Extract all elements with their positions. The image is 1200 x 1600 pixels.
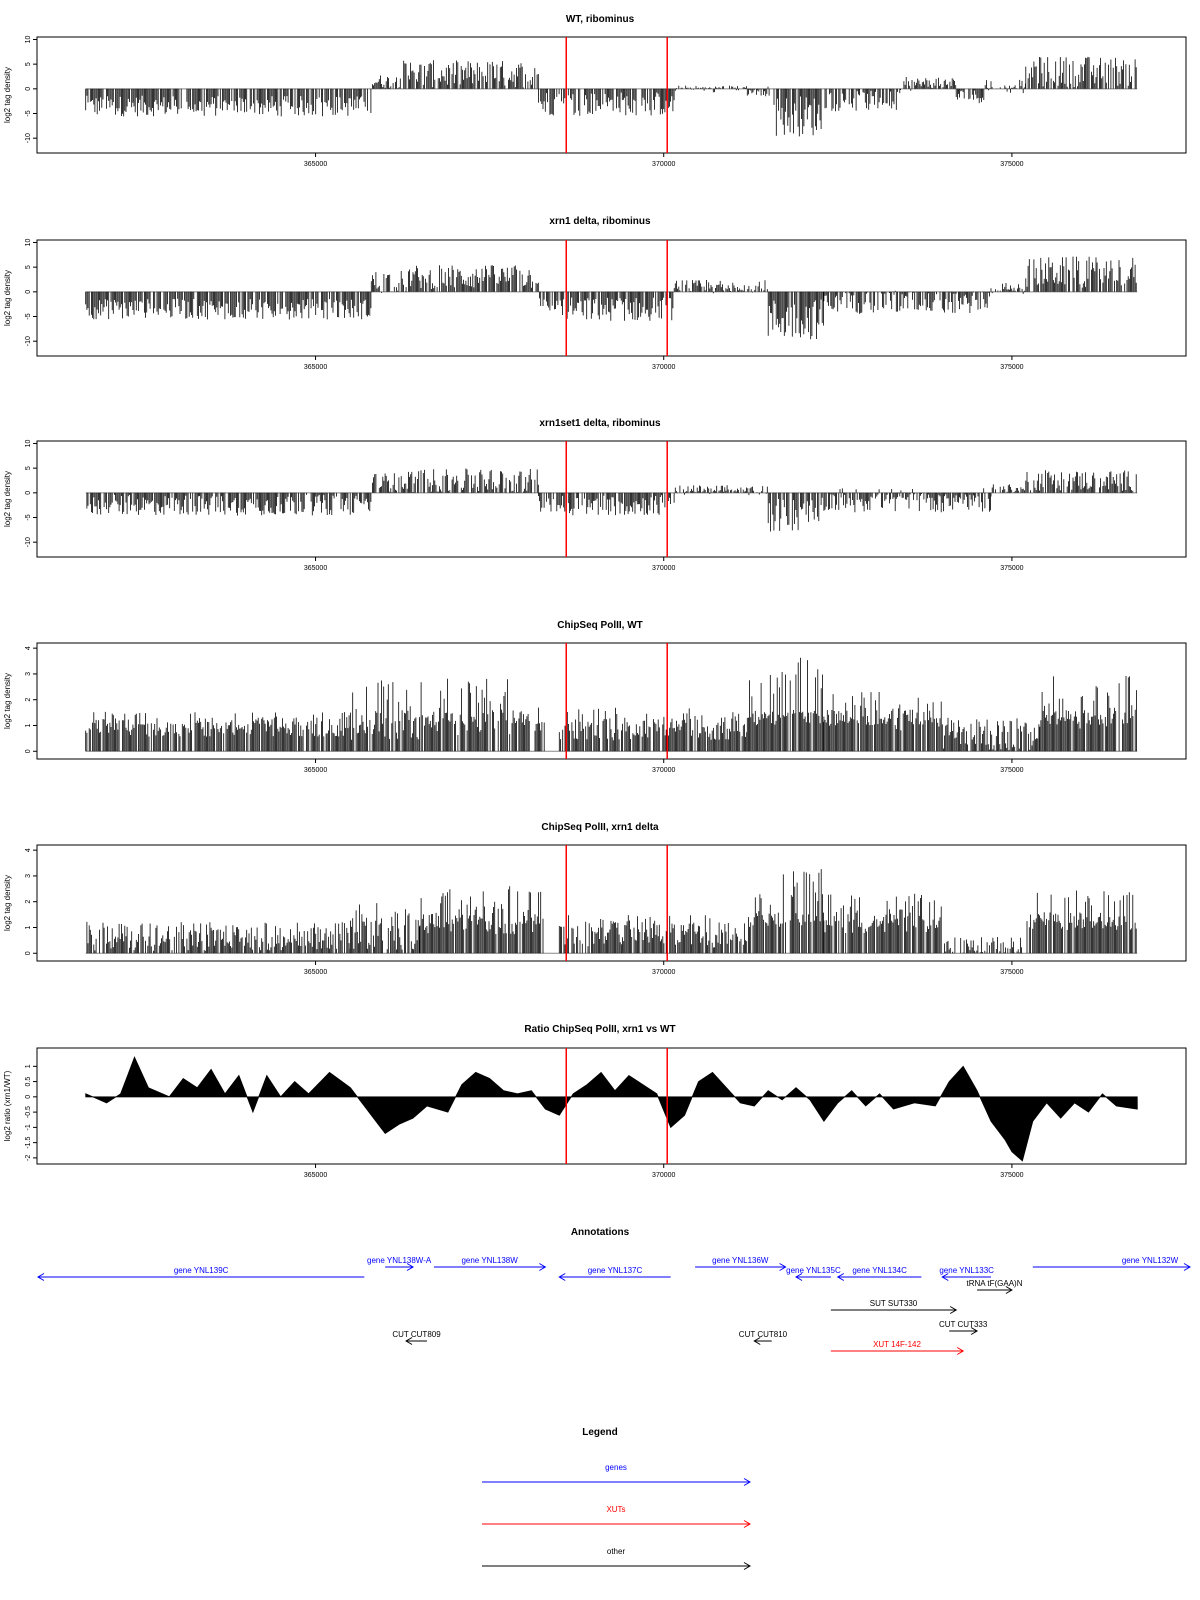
y-tick-label: 0: [25, 86, 32, 91]
y-tick-label: -5: [25, 313, 32, 320]
annotation-feature: [367, 1256, 432, 1271]
annotation-features: [38, 1256, 1190, 1355]
track-panel: [3, 1024, 1186, 1179]
track-panel: [3, 418, 1186, 572]
ratio-area: [86, 1057, 1138, 1161]
annotation-feature: [695, 1256, 786, 1271]
y-axis-label: log2 tag density: [3, 470, 12, 528]
y-tick-label: 2: [25, 899, 32, 904]
x-tick-label: 375000: [1000, 565, 1024, 572]
legend-item: [482, 1463, 750, 1486]
legend-item: [482, 1547, 750, 1570]
annotation-feature: [831, 1340, 963, 1355]
y-tick-label: 0: [25, 1094, 32, 1099]
y-tick-label: -1: [25, 1124, 32, 1131]
feature-label: gene YNL136W: [712, 1256, 769, 1265]
x-tick-label: 365000: [303, 161, 328, 168]
x-tick-label: 365000: [303, 565, 328, 572]
feature-label: gene YNL135C: [786, 1266, 841, 1275]
feature-label: gene YNL138W-A: [367, 1256, 432, 1265]
density-bars: [86, 257, 1137, 340]
x-tick-label: 370000: [652, 1172, 676, 1179]
y-tick-label: 3: [25, 671, 32, 676]
legend-items: [482, 1463, 750, 1570]
feature-label: gene YNL132W: [1121, 1256, 1179, 1265]
feature-label: XUT 14F-142: [873, 1340, 921, 1349]
legend: [482, 1427, 750, 1570]
track-panel: [3, 216, 1186, 371]
panel-title: xrn1set1 delta, ribominus: [539, 418, 661, 429]
y-tick-label: 5: [25, 466, 32, 471]
y-tick-label: 0: [25, 951, 32, 956]
annotation-feature: [1033, 1256, 1190, 1271]
x-tick-label: 375000: [1000, 364, 1024, 371]
density-bars: [87, 469, 1136, 532]
y-axis-label: log2 tag density: [3, 269, 12, 327]
annotation-feature: [831, 1299, 956, 1314]
y-tick-label: 0: [25, 749, 32, 754]
y-tick-label: 4: [25, 848, 32, 853]
x-tick-label: 375000: [1000, 969, 1024, 976]
x-tick-label: 365000: [303, 364, 328, 371]
plot-frame: [37, 441, 1186, 557]
panel-title: ChipSeq PolII, WT: [557, 620, 643, 631]
y-tick-label: 10: [25, 439, 32, 448]
annotation-feature: [966, 1279, 1022, 1294]
y-tick-label: 0: [25, 490, 32, 495]
annotation-feature: [559, 1266, 670, 1281]
legend-label: genes: [605, 1463, 627, 1472]
y-axis-label: log2 ratio (xrn1/WT): [3, 1070, 12, 1142]
legend-item: [482, 1505, 750, 1528]
annotation-feature: [786, 1266, 841, 1281]
x-tick-label: 375000: [1000, 161, 1024, 168]
feature-label: CUT CUT810: [738, 1330, 788, 1339]
x-tick-label: 370000: [652, 565, 676, 572]
x-tick-label: 370000: [652, 161, 676, 168]
y-tick-label: -0.5: [25, 1106, 32, 1119]
y-tick-label: 5: [25, 265, 32, 270]
x-tick-label: 365000: [303, 969, 328, 976]
feature-label: CUT CUT809: [392, 1330, 441, 1339]
y-tick-label: 10: [25, 238, 32, 247]
y-tick-label: -10: [25, 133, 32, 144]
annotation-feature: [838, 1266, 922, 1281]
legend-label: other: [606, 1547, 626, 1556]
x-tick-label: 375000: [1000, 1172, 1024, 1179]
panel-title: xrn1 delta, ribominus: [549, 216, 651, 227]
y-tick-label: -5: [25, 110, 32, 117]
x-tick-label: 370000: [652, 364, 676, 371]
feature-label: gene YNL134C: [852, 1266, 907, 1275]
y-axis-label: log2 tag density: [3, 874, 12, 932]
legend-title: Legend: [582, 1427, 618, 1438]
track-panels: [3, 14, 1186, 1179]
density-bars: [87, 869, 1136, 953]
annotations-panel: [38, 1227, 1190, 1355]
y-tick-label: -1.5: [25, 1136, 32, 1149]
x-tick-label: 365000: [303, 1172, 328, 1179]
feature-label: gene YNL138W: [461, 1256, 518, 1265]
panel-title: WT, ribominus: [565, 14, 635, 25]
plot-frame: [37, 643, 1186, 759]
track-panel: [3, 620, 1186, 774]
y-axis-label: log2 tag density: [3, 672, 12, 730]
track-panel: [3, 822, 1186, 976]
y-tick-label: 1: [25, 1064, 32, 1069]
x-tick-label: 365000: [303, 767, 328, 774]
y-tick-label: 1: [25, 723, 32, 728]
feature-label: SUT SUT330: [869, 1299, 918, 1308]
y-tick-label: 4: [25, 646, 32, 651]
plot-frame: [37, 37, 1186, 153]
legend-label: XUTs: [606, 1505, 626, 1514]
x-tick-label: 370000: [652, 767, 676, 774]
panel-title: Ratio ChipSeq PolII, xrn1 vs WT: [524, 1024, 676, 1035]
y-tick-label: -2: [25, 1154, 32, 1162]
density-bars: [86, 57, 1137, 136]
y-tick-label: -10: [25, 537, 32, 548]
annotation-feature: [739, 1330, 788, 1345]
y-tick-label: 10: [25, 35, 32, 44]
annotation-feature: [939, 1320, 988, 1335]
feature-label: gene YNL137C: [587, 1266, 643, 1275]
feature-label: tRNA tF(GAA)N: [966, 1279, 1023, 1288]
y-tick-label: 2: [25, 697, 32, 702]
annotations-title: Annotations: [570, 1227, 630, 1238]
track-panel: [3, 14, 1186, 168]
feature-label: CUT CUT333: [939, 1320, 988, 1329]
y-tick-label: 0: [25, 289, 32, 294]
y-tick-label: 1: [25, 925, 32, 930]
y-tick-label: 3: [25, 873, 32, 878]
y-tick-label: 0.5: [25, 1076, 32, 1087]
x-tick-label: 370000: [652, 969, 676, 976]
annotation-feature: [434, 1256, 545, 1271]
y-tick-label: -10: [25, 336, 32, 347]
y-axis-label: log2 tag density: [3, 66, 12, 124]
feature-label: gene YNL133C: [939, 1266, 994, 1275]
annotation-feature: [392, 1330, 441, 1345]
annotation-feature: [38, 1266, 364, 1281]
density-bars: [86, 658, 1137, 752]
y-tick-label: 5: [25, 62, 32, 67]
x-tick-label: 375000: [1000, 767, 1024, 774]
plot-frame: [37, 240, 1186, 356]
panel-title: ChipSeq PolII, xrn1 delta: [541, 822, 659, 833]
feature-label: gene YNL139C: [173, 1266, 229, 1275]
y-tick-label: -5: [25, 514, 32, 521]
